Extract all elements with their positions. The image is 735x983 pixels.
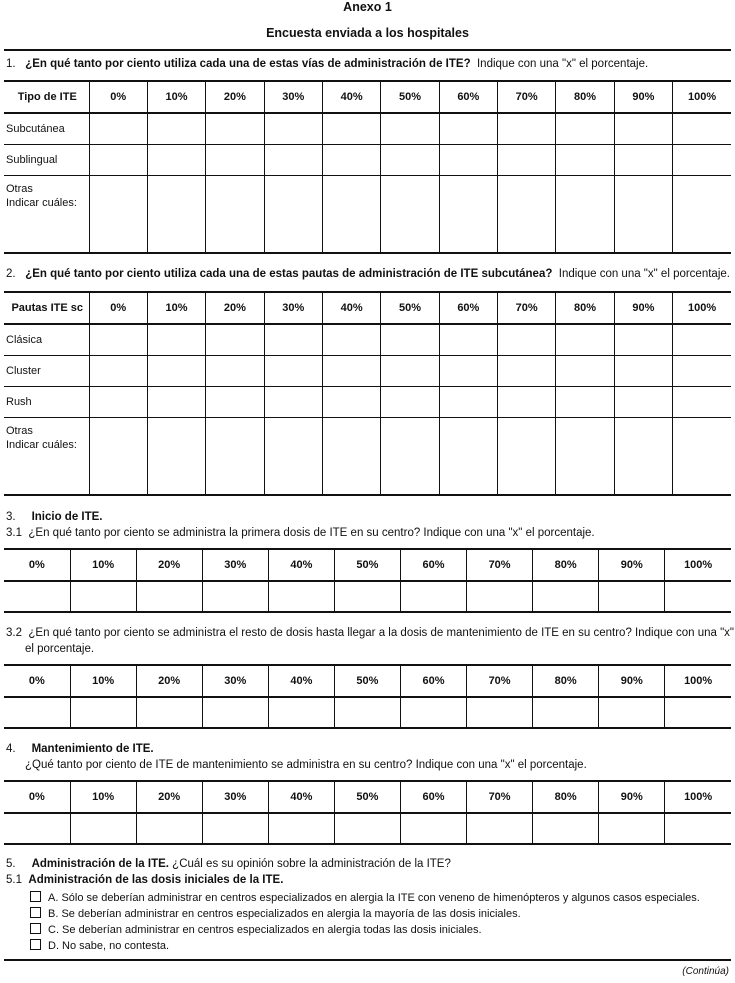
table-row bbox=[4, 113, 731, 144]
percent-header: 90% bbox=[599, 665, 665, 697]
percent-cell[interactable] bbox=[89, 324, 147, 355]
percent-cell[interactable] bbox=[70, 581, 136, 612]
checkbox[interactable] bbox=[30, 907, 41, 918]
percent-header: 100% bbox=[665, 665, 731, 697]
percent-cell[interactable] bbox=[498, 175, 556, 253]
question-3: 3. Inicio de ITE. bbox=[6, 511, 103, 523]
percent-cell[interactable] bbox=[556, 113, 614, 144]
percent-cell[interactable] bbox=[70, 697, 136, 728]
percent-cell[interactable] bbox=[439, 144, 497, 175]
checkbox[interactable] bbox=[30, 923, 41, 934]
percent-cell[interactable] bbox=[264, 175, 322, 253]
percent-header: 90% bbox=[599, 781, 665, 813]
percent-header: 0% bbox=[89, 81, 147, 113]
percent-header: 90% bbox=[599, 549, 665, 581]
percent-header: 20% bbox=[136, 665, 202, 697]
percent-cell[interactable] bbox=[556, 144, 614, 175]
percent-cell[interactable] bbox=[614, 113, 672, 144]
percent-cell[interactable] bbox=[614, 324, 672, 355]
question-4-text: ¿Qué tanto por ciento de ITE de mantenimiento se administra en su centro? Indique con una "x" el porcentaje. bbox=[25, 759, 587, 771]
percent-cell[interactable] bbox=[206, 175, 264, 253]
percent-cell[interactable] bbox=[322, 144, 380, 175]
question-3-2-cont: el porcentaje. bbox=[25, 643, 95, 655]
percent-cell[interactable] bbox=[322, 355, 380, 386]
percent-cell[interactable] bbox=[614, 386, 672, 417]
percent-cell[interactable] bbox=[202, 697, 268, 728]
checkbox[interactable] bbox=[30, 939, 41, 950]
table-header-row bbox=[4, 81, 731, 113]
percent-cell[interactable] bbox=[89, 175, 147, 253]
percent-header: 10% bbox=[70, 549, 136, 581]
table-row bbox=[4, 324, 731, 355]
percent-header: 100% bbox=[665, 549, 731, 581]
table-row bbox=[4, 175, 731, 253]
checkbox[interactable] bbox=[30, 891, 41, 902]
row-label-other: Otras Indicar cuáles: bbox=[4, 417, 89, 495]
percent-cell[interactable] bbox=[264, 324, 322, 355]
percent-cell[interactable] bbox=[556, 175, 614, 253]
question-3-1: 3.1 ¿En qué tanto por ciento se administra la primera dosis de ITE en su centro? Indique con una "x" el porcentaje. bbox=[6, 527, 595, 539]
percent-cell[interactable] bbox=[556, 417, 614, 495]
percent-cell[interactable] bbox=[381, 386, 439, 417]
option-b[interactable]: B. Se deberían administrar en centros especializados en alergia la mayoría de las dosis iniciales. bbox=[30, 907, 521, 920]
percent-cell[interactable] bbox=[322, 417, 380, 495]
percent-cell[interactable] bbox=[206, 355, 264, 386]
percent-header: 70% bbox=[467, 781, 533, 813]
percent-cell[interactable] bbox=[599, 813, 665, 844]
percent-cell[interactable] bbox=[206, 324, 264, 355]
percent-header: 50% bbox=[381, 292, 439, 324]
percent-header: 0% bbox=[4, 549, 70, 581]
percent-cell[interactable] bbox=[533, 581, 599, 612]
percent-cell[interactable] bbox=[381, 324, 439, 355]
row-label: Clásica bbox=[4, 324, 89, 355]
percent-header: 30% bbox=[202, 549, 268, 581]
percent-cell[interactable] bbox=[533, 697, 599, 728]
percent-header: 80% bbox=[533, 549, 599, 581]
percent-cell[interactable] bbox=[381, 144, 439, 175]
percent-cell[interactable] bbox=[533, 813, 599, 844]
percent-cell[interactable] bbox=[665, 813, 731, 844]
percent-cell[interactable] bbox=[673, 175, 731, 253]
percent-header: 80% bbox=[533, 665, 599, 697]
percent-header: 0% bbox=[4, 781, 70, 813]
percent-cell[interactable] bbox=[381, 355, 439, 386]
percent-cell[interactable] bbox=[400, 813, 466, 844]
percent-header: 60% bbox=[439, 292, 497, 324]
percent-header: 40% bbox=[322, 81, 380, 113]
question-1: 1. ¿En qué tanto por ciento utiliza cada una de estas vías de administración de ITE? Indique con una "x" el porcentaje. bbox=[6, 58, 649, 70]
percent-header: 60% bbox=[400, 549, 466, 581]
percent-header: 90% bbox=[614, 292, 672, 324]
percent-cell[interactable] bbox=[268, 697, 334, 728]
percent-cell[interactable] bbox=[70, 813, 136, 844]
percent-cell[interactable] bbox=[498, 144, 556, 175]
percent-header: 30% bbox=[264, 292, 322, 324]
percent-cell[interactable] bbox=[599, 581, 665, 612]
divider bbox=[4, 959, 731, 961]
percent-header: 70% bbox=[498, 81, 556, 113]
percent-cell[interactable] bbox=[673, 324, 731, 355]
percent-header: 20% bbox=[206, 81, 264, 113]
percent-cell[interactable] bbox=[599, 697, 665, 728]
percent-cell[interactable] bbox=[614, 175, 672, 253]
percent-cell[interactable] bbox=[4, 697, 70, 728]
percent-header: 80% bbox=[533, 781, 599, 813]
percent-header: 100% bbox=[673, 81, 731, 113]
annex-label: Anexo 1 bbox=[343, 0, 392, 14]
percent-cell[interactable] bbox=[673, 144, 731, 175]
percent-header: 40% bbox=[268, 781, 334, 813]
percent-cell[interactable] bbox=[322, 175, 380, 253]
table-row bbox=[4, 355, 731, 386]
percent-header: 100% bbox=[665, 781, 731, 813]
percent-cell[interactable] bbox=[136, 813, 202, 844]
table-q1 bbox=[4, 80, 731, 254]
percent-header: 10% bbox=[147, 292, 205, 324]
percent-header: 30% bbox=[202, 665, 268, 697]
percent-cell[interactable] bbox=[673, 355, 731, 386]
percent-cell[interactable] bbox=[264, 144, 322, 175]
table-row bbox=[4, 581, 731, 612]
percent-header: 30% bbox=[264, 81, 322, 113]
percent-cell[interactable] bbox=[498, 417, 556, 495]
percent-header: 40% bbox=[322, 292, 380, 324]
question-5: 5. Administración de la ITE. ¿Cuál es su opinión sobre la administración de la ITE? bbox=[6, 858, 451, 870]
row-label: Rush bbox=[4, 386, 89, 417]
percent-cell[interactable] bbox=[381, 417, 439, 495]
continues-note: (Continúa) bbox=[682, 966, 729, 977]
percent-cell[interactable] bbox=[268, 813, 334, 844]
percent-cell[interactable] bbox=[400, 581, 466, 612]
percent-cell[interactable] bbox=[439, 113, 497, 144]
question-5-1: 5.1 Administración de las dosis iniciales de la ITE. bbox=[6, 874, 284, 886]
option-d[interactable]: D. No sabe, no contesta. bbox=[30, 939, 169, 952]
percent-header: 70% bbox=[498, 292, 556, 324]
percent-cell[interactable] bbox=[268, 581, 334, 612]
table-header-row bbox=[4, 781, 731, 813]
percent-cell[interactable] bbox=[322, 324, 380, 355]
percent-cell[interactable] bbox=[673, 113, 731, 144]
percent-cell[interactable] bbox=[147, 175, 205, 253]
percent-cell[interactable] bbox=[202, 813, 268, 844]
percent-cell[interactable] bbox=[673, 417, 731, 495]
percent-header: 10% bbox=[70, 665, 136, 697]
percent-header: 50% bbox=[334, 549, 400, 581]
percent-header: 100% bbox=[673, 292, 731, 324]
percent-cell[interactable] bbox=[498, 113, 556, 144]
percent-header: 80% bbox=[556, 292, 614, 324]
percent-cell[interactable] bbox=[4, 581, 70, 612]
table-row bbox=[4, 144, 731, 175]
percent-cell[interactable] bbox=[264, 355, 322, 386]
divider bbox=[4, 49, 731, 51]
percent-cell[interactable] bbox=[400, 697, 466, 728]
table-row bbox=[4, 417, 731, 495]
percent-cell[interactable] bbox=[147, 355, 205, 386]
row-label-other: Otras Indicar cuáles: bbox=[4, 175, 89, 253]
percent-header: 40% bbox=[268, 665, 334, 697]
percent-header: 50% bbox=[334, 781, 400, 813]
percent-cell[interactable] bbox=[206, 144, 264, 175]
table-header-row bbox=[4, 292, 731, 324]
percent-cell[interactable] bbox=[322, 386, 380, 417]
percent-header: 70% bbox=[467, 549, 533, 581]
percent-cell[interactable] bbox=[439, 175, 497, 253]
percent-cell[interactable] bbox=[89, 417, 147, 495]
table-q3-2 bbox=[4, 664, 731, 729]
percent-cell[interactable] bbox=[147, 113, 205, 144]
percent-cell[interactable] bbox=[206, 113, 264, 144]
survey-title: Encuesta enviada a los hospitales bbox=[266, 26, 469, 40]
percent-header: 20% bbox=[206, 292, 264, 324]
percent-cell[interactable] bbox=[556, 324, 614, 355]
table-row bbox=[4, 813, 731, 844]
percent-cell[interactable] bbox=[136, 581, 202, 612]
percent-header: 60% bbox=[439, 81, 497, 113]
percent-cell[interactable] bbox=[206, 386, 264, 417]
percent-header: 60% bbox=[400, 781, 466, 813]
percent-cell[interactable] bbox=[665, 697, 731, 728]
percent-header: 0% bbox=[4, 665, 70, 697]
percent-header: 20% bbox=[136, 549, 202, 581]
percent-cell[interactable] bbox=[439, 386, 497, 417]
percent-cell[interactable] bbox=[381, 175, 439, 253]
percent-cell[interactable] bbox=[264, 417, 322, 495]
percent-header: 60% bbox=[400, 665, 466, 697]
percent-cell[interactable] bbox=[498, 355, 556, 386]
percent-cell[interactable] bbox=[202, 581, 268, 612]
table-header-row bbox=[4, 665, 731, 697]
percent-cell[interactable] bbox=[89, 113, 147, 144]
option-c[interactable]: C. Se deberían administrar en centros especializados en alergia todas las dosis iniciales. bbox=[30, 923, 482, 936]
percent-cell[interactable] bbox=[614, 355, 672, 386]
percent-cell[interactable] bbox=[498, 386, 556, 417]
percent-cell[interactable] bbox=[89, 355, 147, 386]
percent-cell[interactable] bbox=[322, 113, 380, 144]
percent-cell[interactable] bbox=[334, 813, 400, 844]
percent-header: 10% bbox=[147, 81, 205, 113]
percent-cell[interactable] bbox=[673, 386, 731, 417]
percent-cell[interactable] bbox=[147, 386, 205, 417]
percent-header: 50% bbox=[334, 665, 400, 697]
question-4: 4. Mantenimiento de ITE. bbox=[6, 743, 154, 755]
table-row bbox=[4, 697, 731, 728]
row-label: Cluster bbox=[4, 355, 89, 386]
question-3-2: 3.2 ¿En qué tanto por ciento se administra el resto de dosis hasta llegar a la dosis de mantenimiento de ITE en su centro? Indique con una "x" bbox=[6, 627, 734, 639]
percent-cell[interactable] bbox=[334, 697, 400, 728]
percent-cell[interactable] bbox=[467, 697, 533, 728]
percent-cell[interactable] bbox=[206, 417, 264, 495]
percent-cell[interactable] bbox=[4, 813, 70, 844]
percent-header: 30% bbox=[202, 781, 268, 813]
table-row bbox=[4, 386, 731, 417]
percent-cell[interactable] bbox=[556, 386, 614, 417]
table-q2 bbox=[4, 291, 731, 496]
option-a[interactable]: A. Sólo se deberían administrar en centros especializados en alergia la ITE con veneno de himenópteros y algunos casos especiales. bbox=[30, 891, 700, 904]
percent-cell[interactable] bbox=[498, 324, 556, 355]
percent-cell[interactable] bbox=[467, 813, 533, 844]
table-q4 bbox=[4, 780, 731, 845]
percent-cell[interactable] bbox=[467, 581, 533, 612]
row-label: Sublingual bbox=[4, 144, 89, 175]
percent-cell[interactable] bbox=[439, 324, 497, 355]
percent-cell[interactable] bbox=[147, 144, 205, 175]
percent-header: 40% bbox=[268, 549, 334, 581]
percent-cell[interactable] bbox=[89, 386, 147, 417]
percent-cell[interactable] bbox=[614, 144, 672, 175]
table-header-row bbox=[4, 549, 731, 581]
percent-header: 90% bbox=[614, 81, 672, 113]
column-header-type: Tipo de ITE bbox=[4, 81, 89, 113]
percent-header: 20% bbox=[136, 781, 202, 813]
percent-cell[interactable] bbox=[147, 324, 205, 355]
table-q3-1 bbox=[4, 548, 731, 613]
percent-cell[interactable] bbox=[439, 355, 497, 386]
question-2: 2. ¿En qué tanto por ciento utiliza cada una de estas pautas de administración de ITE subcutánea? Indique con una "x" el porcentaje. bbox=[6, 268, 730, 280]
percent-header: 50% bbox=[381, 81, 439, 113]
percent-cell[interactable] bbox=[381, 113, 439, 144]
column-header-schedule: Pautas ITE sc bbox=[4, 292, 89, 324]
percent-cell[interactable] bbox=[264, 113, 322, 144]
percent-cell[interactable] bbox=[614, 417, 672, 495]
percent-cell[interactable] bbox=[334, 581, 400, 612]
percent-cell[interactable] bbox=[665, 581, 731, 612]
percent-cell[interactable] bbox=[147, 417, 205, 495]
percent-cell[interactable] bbox=[439, 417, 497, 495]
percent-header: 80% bbox=[556, 81, 614, 113]
percent-cell[interactable] bbox=[556, 355, 614, 386]
percent-cell[interactable] bbox=[89, 144, 147, 175]
row-label: Subcutánea bbox=[4, 113, 89, 144]
percent-header: 0% bbox=[89, 292, 147, 324]
percent-cell[interactable] bbox=[264, 386, 322, 417]
percent-header: 70% bbox=[467, 665, 533, 697]
percent-header: 10% bbox=[70, 781, 136, 813]
percent-cell[interactable] bbox=[136, 697, 202, 728]
